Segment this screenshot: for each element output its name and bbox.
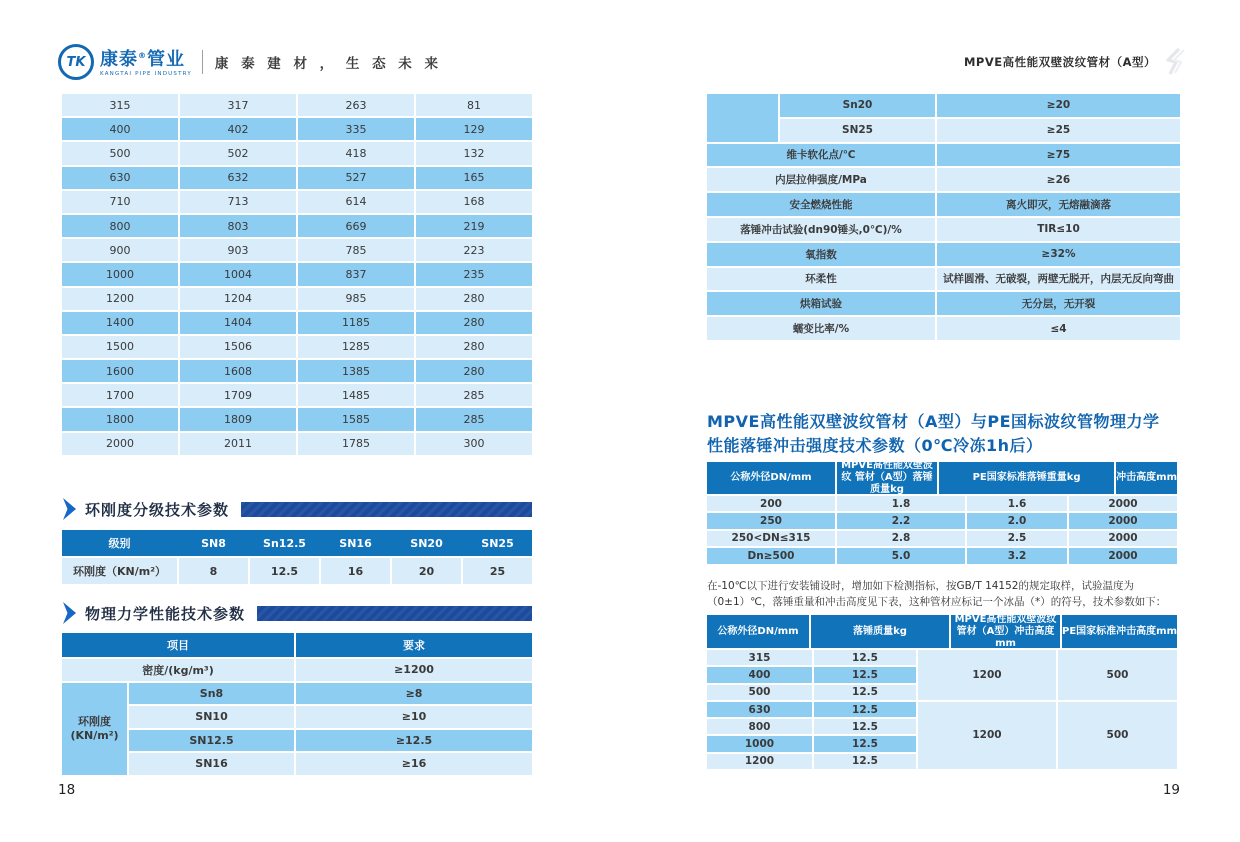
row-label: 落锤冲击试验(dn90锤头,0℃)/% (707, 218, 935, 241)
table-cell: 离火即灭，无熔融滴落 (937, 193, 1180, 216)
table-cell: 1700 (62, 384, 178, 406)
table-cell: 903 (180, 239, 296, 261)
table-cell: 402 (180, 118, 296, 140)
row-label: 安全燃烧性能 (707, 193, 935, 216)
table-cell: 2000 (1069, 513, 1177, 528)
table-row (707, 548, 1177, 563)
table-row (62, 167, 532, 189)
table-row (707, 513, 1177, 528)
chevron-right-icon (62, 498, 77, 520)
table-row (707, 193, 1180, 216)
table-cell: 502 (180, 142, 296, 164)
cold-impact-table (707, 615, 1177, 769)
group-label: 环刚度 (KN/m²) (62, 683, 127, 775)
table-cell: 1404 (180, 312, 296, 334)
table-cell: 710 (62, 191, 178, 213)
ring-stiffness-group (62, 683, 532, 775)
brand-tagline: 康 泰 建 材 ， 生 态 未 来 (214, 56, 442, 72)
table-row (62, 408, 532, 430)
table-cell: 2.2 (837, 513, 965, 528)
mpve-impact-height-column (918, 650, 1056, 769)
table-row (707, 736, 916, 751)
table-cell: 803 (180, 215, 296, 237)
row-label: Sn20 (780, 94, 935, 117)
table-cell: 1000 (62, 263, 178, 285)
table-row (707, 496, 1177, 511)
section-bar (241, 502, 532, 517)
table-cell: ≥8 (296, 683, 532, 705)
column-header: PE国家标准冲击高度mm (1062, 615, 1177, 648)
table-header-row (62, 633, 532, 657)
table-cell: 315 (707, 650, 812, 665)
brand-name: 康泰®管业 (100, 49, 185, 70)
table-cell: 1185 (298, 312, 414, 334)
table-cell: Dn≥500 (707, 548, 835, 563)
row-label: 蠕变比率/% (707, 317, 935, 340)
row-label: 内层拉伸强度/MPa (707, 168, 935, 191)
table-cell: 280 (416, 360, 532, 382)
table-row (62, 659, 532, 681)
table-cell: 2000 (1069, 548, 1177, 563)
column-header: MPVE高性能双壁波纹 管材（A型）冲击高度mm (951, 615, 1060, 648)
table-cell: TIR≤10 (937, 218, 1180, 241)
page-header (58, 42, 1188, 82)
table-cell: 632 (180, 167, 296, 189)
row-label: 烘箱试验 (707, 292, 935, 315)
table-row (62, 191, 532, 213)
brand-area (58, 44, 442, 80)
table-cell: 630 (62, 167, 178, 189)
table-cell: 168 (416, 191, 532, 213)
table-cell: 250<DN≤315 (707, 531, 835, 546)
header-divider (202, 50, 203, 74)
table-header-row (62, 530, 532, 556)
table-cell: 3.2 (967, 548, 1067, 563)
table-row (62, 263, 532, 285)
ring-stiffness-continued-group (707, 94, 1180, 142)
table-cell: 试样圆滑、无破裂，两壁无脱开，内层无反向弯曲 (937, 268, 1180, 291)
table-row (62, 215, 532, 237)
table-cell: ≤4 (937, 317, 1180, 340)
registered-mark: ® (138, 51, 147, 60)
table-cell: 285 (416, 408, 532, 430)
table-cell: 2.5 (967, 531, 1067, 546)
table-cell: 200 (707, 496, 835, 511)
table-cell: 785 (298, 239, 414, 261)
column-header: SN8 (179, 530, 248, 556)
row-label: 密度/(kg/m³) (62, 659, 294, 681)
table-cell: 285 (416, 384, 532, 406)
row-label: 环刚度（KN/m²） (62, 558, 177, 584)
table-row (62, 288, 532, 310)
table-cell: 223 (416, 239, 532, 261)
table-cell: 400 (707, 667, 812, 682)
table-cell: 1809 (180, 408, 296, 430)
table-row (707, 719, 916, 734)
table-cell: 12.5 (250, 558, 319, 584)
table-row (62, 312, 532, 334)
merged-cell: 1200 (918, 650, 1056, 700)
table-cell: 315 (62, 94, 178, 116)
table-cell: ≥1200 (296, 659, 532, 681)
table-row (707, 218, 1180, 241)
table-cell: 985 (298, 288, 414, 310)
table-cell: 1800 (62, 408, 178, 430)
table-row (62, 142, 532, 164)
table-cell: 1506 (180, 336, 296, 358)
page-number-left: 18 (58, 782, 76, 798)
table-cell: 1000 (707, 736, 812, 751)
table-cell: 235 (416, 263, 532, 285)
table-row (62, 239, 532, 261)
table-cell: 1400 (62, 312, 178, 334)
material-properties-table (707, 94, 1180, 340)
table-cell: 132 (416, 142, 532, 164)
table-cell: 317 (180, 94, 296, 116)
table-cell: 12.5 (814, 650, 916, 665)
row-label: 维卡软化点/℃ (707, 144, 935, 167)
table-row (780, 94, 1180, 117)
table-row (707, 292, 1180, 315)
table-cell: 1485 (298, 384, 414, 406)
table-cell: ≥16 (296, 753, 532, 775)
table-row (62, 118, 532, 140)
row-label: SN10 (129, 706, 294, 728)
ring-stiffness-table (62, 530, 532, 584)
table-row (129, 730, 532, 752)
section-title: 环刚度分级技术参数 (85, 500, 230, 519)
table-row (129, 706, 532, 728)
table-row (62, 558, 532, 584)
row-label: SN12.5 (129, 730, 294, 752)
column-header: SN25 (463, 530, 532, 556)
table-row (707, 667, 916, 682)
row-label: Sn8 (129, 683, 294, 705)
table-row (707, 268, 1180, 291)
table-cell: 2000 (1069, 531, 1177, 546)
row-label: 氧指数 (707, 243, 935, 266)
table-cell: ≥12.5 (296, 730, 532, 752)
table-cell: 335 (298, 118, 414, 140)
table-row (707, 702, 916, 717)
table-cell: 12.5 (814, 754, 916, 769)
impact-strength-table (707, 462, 1177, 564)
table-cell: 280 (416, 336, 532, 358)
section-bar (257, 606, 532, 621)
table-cell: ≥26 (937, 168, 1180, 191)
table-cell: 无分层，无开裂 (937, 292, 1180, 315)
table-cell: 280 (416, 288, 532, 310)
table-row (62, 433, 532, 455)
table-row (780, 119, 1180, 142)
table-cell: ≥10 (296, 706, 532, 728)
table-cell: 630 (707, 702, 812, 717)
impact-section-title: MPVE高性能双壁波纹管材（A型）与PE国标波纹管物理力学 性能落锤冲击强度技术参数（0℃冷冻1h后） (707, 412, 1160, 455)
table-row (62, 384, 532, 406)
table-cell: 1.8 (837, 496, 965, 511)
column-header: 公称外径DN/mm (707, 615, 809, 648)
table-cell: 1600 (62, 360, 178, 382)
table-cell: 20 (392, 558, 461, 584)
table-cell: 1385 (298, 360, 414, 382)
table-cell: 713 (180, 191, 296, 213)
table-row (707, 685, 916, 700)
table-cell: 500 (707, 685, 812, 700)
table-cell: 300 (416, 433, 532, 455)
table-cell: 165 (416, 167, 532, 189)
merged-cell: 500 (1058, 650, 1177, 700)
table-row (707, 317, 1180, 340)
column-header: 级别 (62, 530, 177, 556)
table-cell: ≥32% (937, 243, 1180, 266)
merged-cell: 1200 (918, 702, 1056, 769)
table-cell: 837 (298, 263, 414, 285)
table-cell: 400 (62, 118, 178, 140)
table-cell: 2000 (1069, 496, 1177, 511)
table-row (62, 336, 532, 358)
row-label: SN25 (780, 119, 935, 142)
column-header: SN16 (321, 530, 390, 556)
table-cell: 2.8 (837, 531, 965, 546)
table-cell: 16 (321, 558, 390, 584)
document-title: MPVE高性能双壁波纹管材（A型） (963, 55, 1156, 69)
table-row (129, 753, 532, 775)
column-header: MPVE高性能双壁波纹 管材（A型）落锤质量kg (837, 462, 937, 494)
brand-subtitle: KANGTAI PIPE INDUSTRY (100, 71, 192, 77)
table-cell: 1200 (62, 288, 178, 310)
table-row (707, 168, 1180, 191)
table-cell: ≥20 (937, 94, 1180, 117)
lightning-icon (1164, 47, 1188, 77)
column-header: 冲击高度mm (1116, 462, 1177, 494)
row-label: SN16 (129, 753, 294, 775)
table-row (707, 531, 1177, 546)
column-header: 公称外径DN/mm (707, 462, 835, 494)
table-row (62, 360, 532, 382)
table-cell: 1585 (298, 408, 414, 430)
table-cell: 418 (298, 142, 414, 164)
table-cell: 280 (416, 312, 532, 334)
table-cell: 2011 (180, 433, 296, 455)
table-row (707, 754, 916, 769)
kangtai-logo-icon: TK (58, 44, 94, 80)
table-cell: 669 (298, 215, 414, 237)
pe-impact-height-column (1058, 650, 1177, 769)
cold-test-note: 在-10℃以下进行安装铺设时，增加如下检测指标，按GB/T 14152的规定取样，试验温度为（0±1）℃，落锤重量和冲击高度见下表，这种管材应标记一个冰晶（*）的符号，技术参数如下： (707, 580, 1167, 608)
column-header: Sn12.5 (250, 530, 319, 556)
table-row (62, 94, 532, 116)
table-cell: 12.5 (814, 736, 916, 751)
table-cell: 527 (298, 167, 414, 189)
table-cell: 1608 (180, 360, 296, 382)
table-cell: 2.0 (967, 513, 1067, 528)
table-cell: 800 (707, 719, 812, 734)
column-header: PE国家标准落锤重量kg (939, 462, 1114, 494)
physical-section-heading (62, 602, 532, 624)
table-row (707, 243, 1180, 266)
table-cell: 614 (298, 191, 414, 213)
table-row (129, 683, 532, 705)
table-cell: 12.5 (814, 719, 916, 734)
table-cell: 800 (62, 215, 178, 237)
table-cell: 1785 (298, 433, 414, 455)
column-header: 项目 (62, 633, 294, 657)
table-cell: 25 (463, 558, 532, 584)
table-cell: 1200 (707, 754, 812, 769)
column-header: 落锤质量kg (811, 615, 949, 648)
table-cell: 2000 (62, 433, 178, 455)
column-header: SN20 (392, 530, 461, 556)
table-cell: 12.5 (814, 685, 916, 700)
table-cell: 900 (62, 239, 178, 261)
row-label: 环柔性 (707, 268, 935, 291)
table-cell: ≥75 (937, 144, 1180, 167)
table-cell: 219 (416, 215, 532, 237)
section-title: 物理力学性能技术参数 (85, 604, 246, 623)
column-header: 要求 (296, 633, 532, 657)
merged-empty-cell (707, 94, 778, 142)
table-cell: 81 (416, 94, 532, 116)
table-cell: 1.6 (967, 496, 1067, 511)
table-cell: 12.5 (814, 702, 916, 717)
table-cell: 129 (416, 118, 532, 140)
chevron-right-icon (62, 602, 77, 624)
merged-cell: 500 (1058, 702, 1177, 769)
table-cell: 250 (707, 513, 835, 528)
page-number-right: 19 (1162, 782, 1180, 798)
table-cell: ≥25 (937, 119, 1180, 142)
table-cell: 1500 (62, 336, 178, 358)
table-cell: 263 (298, 94, 414, 116)
physical-properties-table (62, 633, 532, 775)
table-cell: 1204 (180, 288, 296, 310)
table-row (707, 650, 916, 665)
table-cell: 500 (62, 142, 178, 164)
table-cell: 12.5 (814, 667, 916, 682)
table-cell: 1285 (298, 336, 414, 358)
table-cell: 5.0 (837, 548, 965, 563)
table-row (707, 144, 1180, 167)
pipe-dimension-table (62, 94, 532, 455)
table-cell: 1709 (180, 384, 296, 406)
table-cell: 8 (179, 558, 248, 584)
ring-stiffness-section-heading (62, 498, 532, 520)
table-cell: 1004 (180, 263, 296, 285)
